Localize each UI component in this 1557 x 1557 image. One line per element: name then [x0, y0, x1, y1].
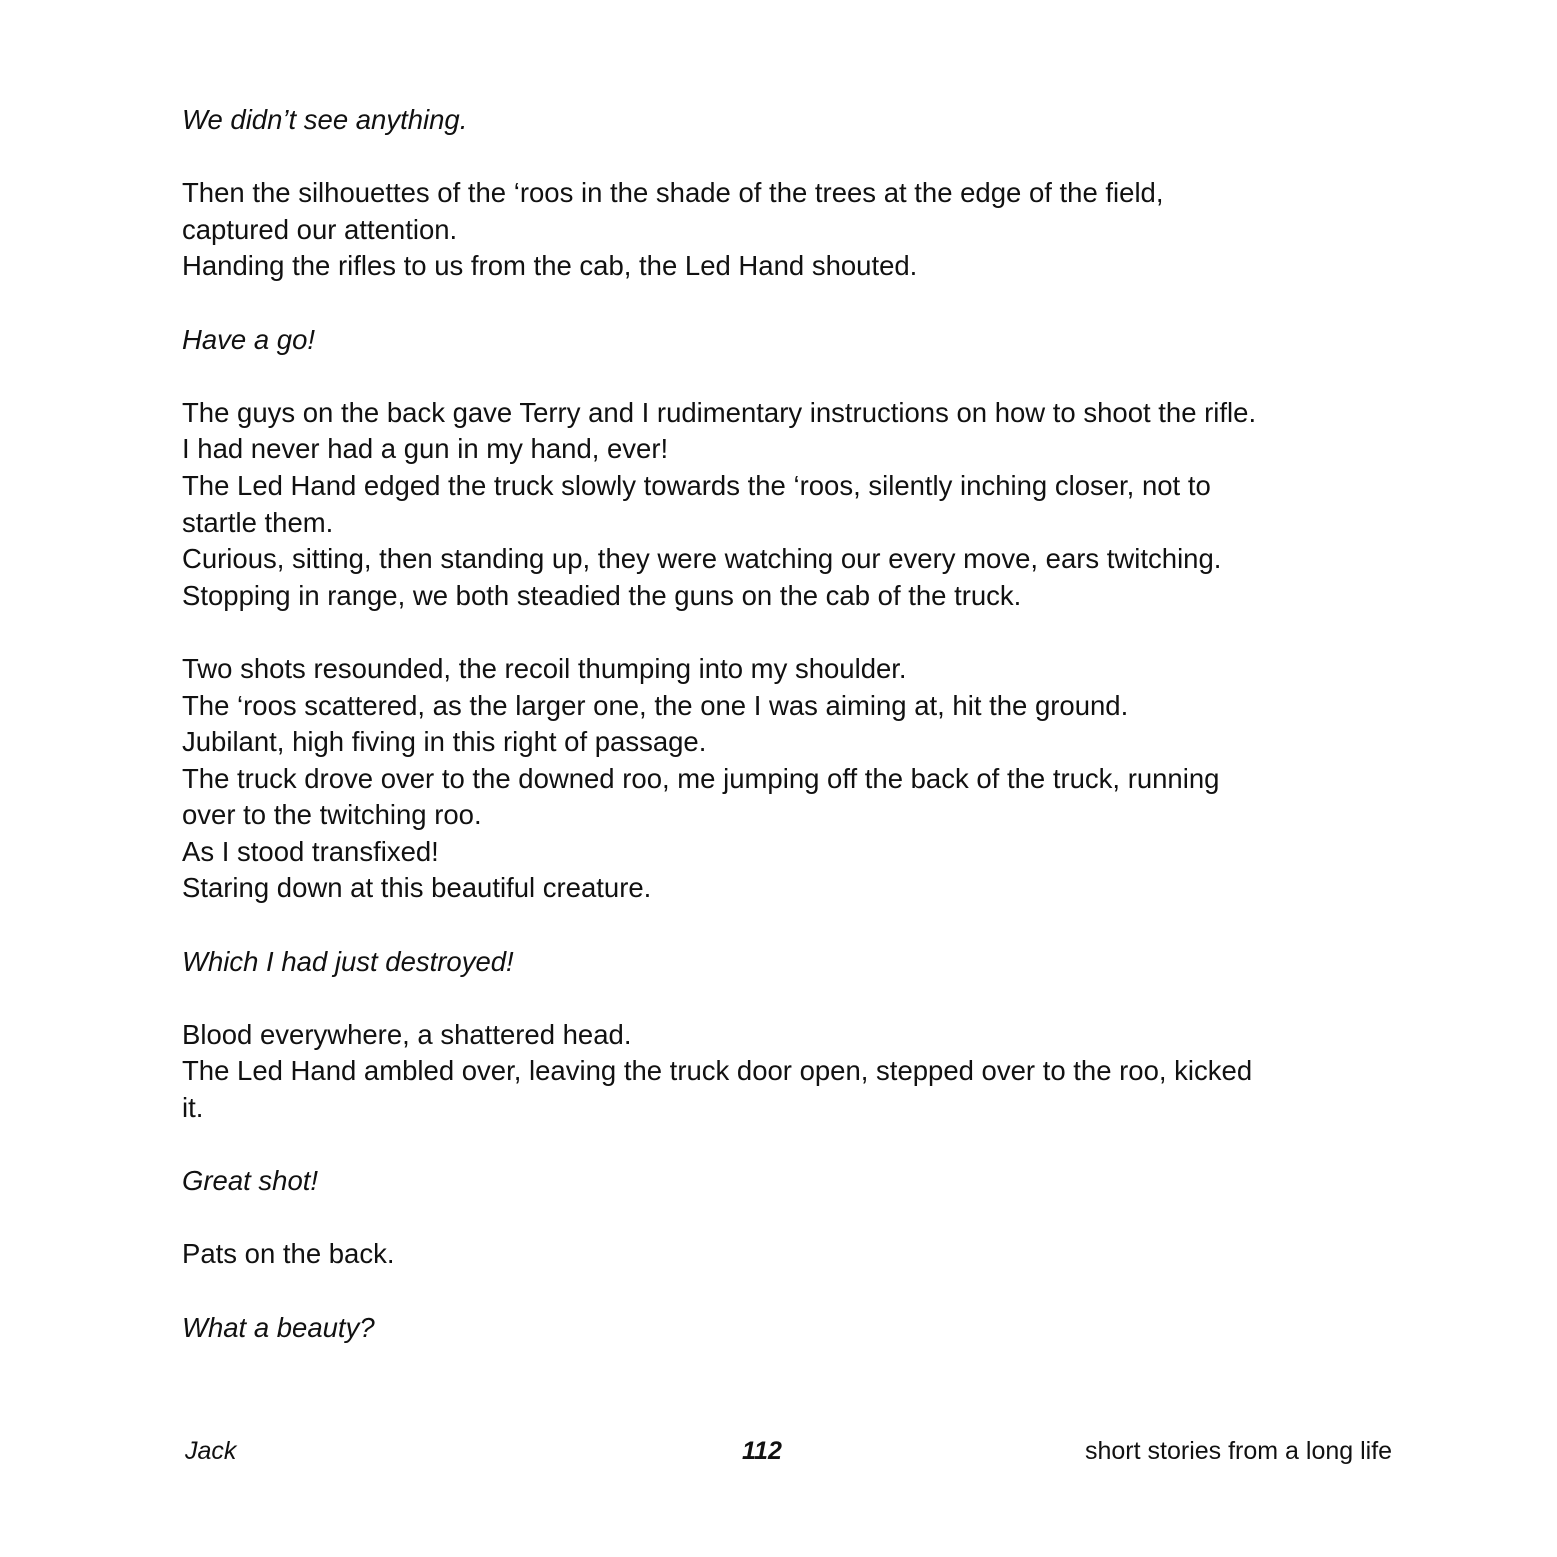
narrative-line: I had never had a gun in my hand, ever! [182, 433, 669, 465]
narrative-line: Stopping in range, we both steadied the guns on the cab of the truck. [182, 579, 1022, 611]
footer-author: Jack [185, 1437, 237, 1465]
dialogue-line: Have a go! [182, 323, 316, 355]
narrative-line: Handing the rifles to us from the cab, the Led Hand shouted. [182, 250, 918, 282]
narrative-line: Blood everywhere, a shattered head. [182, 1018, 632, 1050]
narrative-line: it. [182, 1092, 204, 1124]
dialogue-line: We didn’t see anything. [182, 104, 468, 135]
page-body-text [182, 102, 1442, 1346]
footer-book-title: short stories from a long life [1085, 1437, 1393, 1465]
narrative-line: Pats on the back. [182, 1238, 395, 1270]
blank-line [182, 139, 1442, 176]
blank-line [182, 1200, 1442, 1237]
narrative-line: Curious, sitting, then standing up, they were watching our every move, ears twitching. [182, 543, 1222, 575]
dialogue-line: Which I had just destroyed! [182, 945, 514, 977]
blank-line [182, 907, 1442, 944]
narrative-line: As I stood transfixed! [182, 835, 439, 867]
narrative-line: The Led Hand edged the truck slowly towards the ‘roos, silently inching closer, not to [182, 469, 1211, 501]
blank-line [182, 1273, 1442, 1310]
narrative-line: Staring down at this beautiful creature. [182, 872, 652, 904]
dialogue-line: Great shot! [182, 1165, 319, 1197]
narrative-line: The truck drove over to the downed roo, me jumping off the back of the truck, running [182, 762, 1220, 794]
narrative-line: The Led Hand ambled over, leaving the truck door open, stepped over to the roo, kicked [182, 1055, 1253, 1087]
narrative-line: The guys on the back gave Terry and I rudimentary instructions on how to shoot the rifle. [182, 396, 1257, 428]
blank-line [182, 614, 1442, 651]
blank-line [182, 1127, 1442, 1164]
narrative-line: Two shots resounded, the recoil thumping into my shoulder. [182, 652, 907, 684]
narrative-line: Then the silhouettes of the ‘roos in the shade of the trees at the edge of the field, [182, 177, 1164, 209]
blank-line [182, 285, 1442, 322]
narrative-line: startle them. [182, 506, 334, 538]
narrative-line: over to the twitching roo. [182, 799, 482, 831]
blank-line [182, 980, 1442, 1017]
narrative-line: Jubilant, high fiving in this right of passage. [182, 726, 707, 758]
narrative-line: The ‘roos scattered, as the larger one, the one I was aiming at, hit the ground. [182, 689, 1129, 721]
dialogue-line: What a beauty? [182, 1311, 375, 1343]
footer-page-number: 112 [742, 1437, 782, 1465]
narrative-line: captured our attention. [182, 213, 458, 245]
blank-line [182, 358, 1442, 395]
